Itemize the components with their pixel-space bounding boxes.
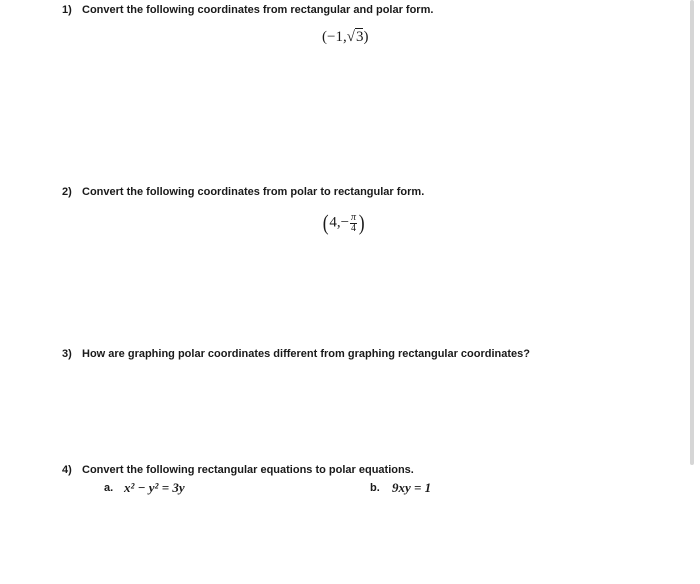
question-text: Convert the following rectangular equations to polar equations. <box>82 464 414 476</box>
fraction <box>350 213 357 234</box>
question-text: How are graphing polar coordinates different from graphing rectangular coordinates? <box>82 348 531 360</box>
part-a-equation: x² − y² = 3y <box>124 480 185 495</box>
square-root: √3 <box>346 29 364 45</box>
fraction-denominator: 4 <box>351 222 357 234</box>
expression-first: 4, <box>329 214 341 231</box>
fraction-numerator: π <box>351 211 357 223</box>
question-text: Convert the following coordinates from polar to rectangular form. <box>82 186 425 198</box>
part-a-label: a. <box>104 482 114 494</box>
part-b-equation: 9xy = 1 <box>392 480 432 495</box>
scrollbar-thumb[interactable] <box>690 0 694 465</box>
part-b-label: b. <box>370 482 380 494</box>
coordinate-expression <box>322 212 365 234</box>
question-text: Convert the following coordinates from rectangular and polar form. <box>82 4 434 16</box>
coordinate-expression <box>322 28 368 46</box>
question-number: 2) <box>62 186 72 198</box>
expression-close: ) <box>363 29 369 45</box>
question-number: 1) <box>62 4 72 16</box>
expression-sign: − <box>340 214 350 231</box>
question-number: 3) <box>62 348 72 360</box>
right-paren: ) <box>358 210 365 235</box>
left-paren: ( <box>322 210 329 235</box>
question-number: 4) <box>62 464 72 476</box>
radicand: 3 <box>355 29 364 45</box>
expression-open: (−1, <box>322 29 347 45</box>
